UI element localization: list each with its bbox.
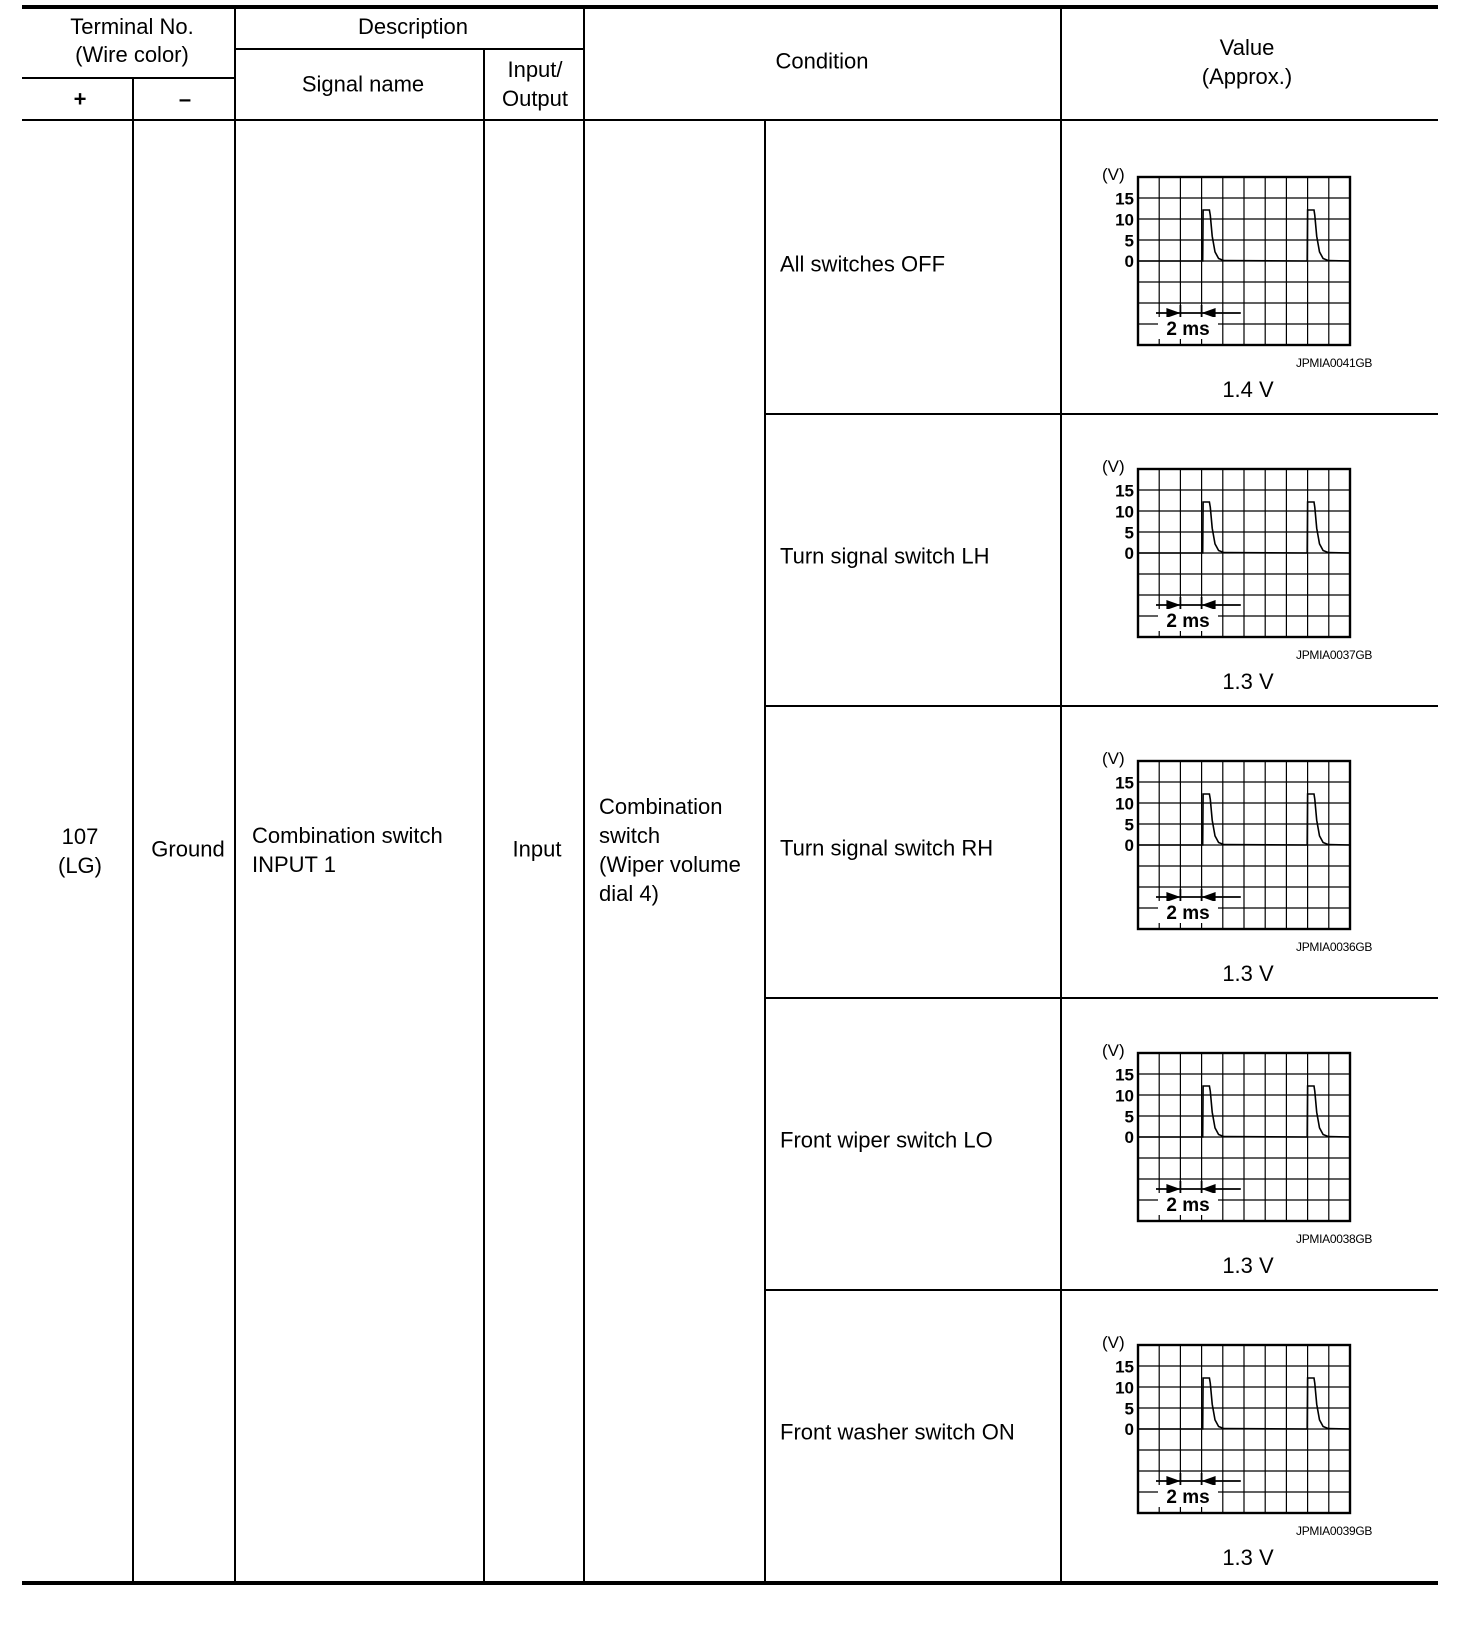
column-divider-condition (764, 119, 766, 1583)
y-tick-label: 0 (1124, 252, 1134, 271)
signal-name-line1: Combination switch (252, 823, 443, 848)
row-divider-2 (764, 705, 1438, 707)
column-divider-plus-minus (132, 77, 134, 1583)
time-division-label: 2 ms (1166, 903, 1210, 924)
sub-condition-label: Front wiper switch LO (780, 1127, 993, 1153)
signal-name-line2: INPUT 1 (252, 852, 336, 877)
sub-condition-label: Turn signal switch RH (780, 835, 994, 861)
sub-condition-label: Front washer switch ON (780, 1419, 1015, 1445)
y-tick-label: 10 (1115, 1378, 1134, 1398)
approx-value: 1.3 V (1222, 1545, 1274, 1570)
figure-code: JPMIA0039GB (1296, 1524, 1373, 1538)
condition-main-line4: dial 4) (599, 881, 659, 906)
y-tick-label: 10 (1115, 210, 1134, 230)
header-minus: – (178, 86, 192, 112)
header-io-line2: Output (501, 86, 569, 111)
y-axis-unit: (V) (1102, 165, 1125, 184)
header-wire-color: (Wire color) (75, 42, 189, 67)
column-divider-terminal (234, 5, 236, 1583)
y-tick-label: 5 (1124, 815, 1134, 835)
y-tick-label: 15 (1115, 773, 1134, 793)
figure-code: JPMIA0037GB (1296, 648, 1373, 662)
row-divider-1 (764, 413, 1438, 415)
header-io-line1: Input/ (507, 57, 563, 82)
approx-value: 1.4 V (1222, 377, 1274, 402)
y-tick-label: 10 (1115, 794, 1134, 814)
y-tick-label: 15 (1115, 189, 1134, 209)
sub-condition-label: All switches OFF (780, 251, 946, 277)
header-value-line2: (Approx.) (1201, 64, 1293, 89)
header-condition: Condition (775, 48, 869, 74)
y-tick-label: 5 (1124, 523, 1134, 543)
condition-main-line2: switch (599, 823, 661, 848)
sub-condition-label: Turn signal switch LH (780, 543, 990, 569)
header-plus: + (73, 86, 87, 112)
figure-code: JPMIA0036GB (1296, 940, 1373, 954)
waveform-plot (1102, 457, 1362, 647)
waveform-plot (1102, 165, 1362, 355)
header-value-line1: Value (1219, 35, 1275, 60)
y-tick-label: 5 (1124, 231, 1134, 251)
y-tick-label: 0 (1124, 1128, 1134, 1147)
y-axis-unit: (V) (1102, 457, 1125, 476)
y-tick-label: 5 (1124, 1107, 1134, 1127)
approx-value: 1.3 V (1222, 961, 1274, 986)
condition-main-line1: Combination (599, 794, 723, 819)
y-axis-unit: (V) (1102, 1333, 1125, 1352)
y-tick-label: 5 (1124, 1399, 1134, 1419)
column-divider-value (1060, 5, 1062, 1583)
y-tick-label: 0 (1124, 836, 1134, 855)
time-division-label: 2 ms (1166, 1487, 1210, 1508)
condition-main-line3: (Wiper volume (599, 852, 741, 877)
y-tick-label: 10 (1115, 502, 1134, 522)
y-tick-label: 15 (1115, 1065, 1134, 1085)
io-value: Input (512, 836, 562, 862)
time-division-label: 2 ms (1166, 1195, 1210, 1216)
header-description: Description (357, 14, 469, 39)
y-tick-label: 0 (1124, 1420, 1134, 1439)
waveform-plot (1102, 749, 1362, 939)
row-divider-3 (764, 997, 1438, 999)
figure-code: JPMIA0041GB (1296, 356, 1373, 370)
terminal-minus: Ground (151, 836, 225, 862)
y-tick-label: 15 (1115, 1357, 1134, 1377)
description-header-divider (234, 48, 584, 50)
waveform-plot (1102, 1041, 1362, 1231)
row-divider-4 (764, 1289, 1438, 1291)
y-axis-unit: (V) (1102, 1041, 1125, 1060)
y-axis-unit: (V) (1102, 749, 1125, 768)
y-tick-label: 0 (1124, 544, 1134, 563)
time-division-label: 2 ms (1166, 319, 1210, 340)
terminal-plus-wire-color: (LG) (58, 853, 102, 878)
terminal-plus-number: 107 (61, 824, 99, 849)
time-division-label: 2 ms (1166, 611, 1210, 632)
column-divider-io (583, 5, 585, 1583)
terminal-header-divider (22, 77, 234, 79)
figure-code: JPMIA0038GB (1296, 1232, 1373, 1246)
column-divider-signal (483, 48, 485, 1583)
approx-value: 1.3 V (1222, 669, 1274, 694)
waveform-plot (1102, 1333, 1362, 1523)
y-tick-label: 10 (1115, 1086, 1134, 1106)
header-terminal-no: Terminal No. (70, 14, 194, 39)
approx-value: 1.3 V (1222, 1253, 1274, 1278)
y-tick-label: 15 (1115, 481, 1134, 501)
header-signal-name: Signal name (301, 71, 425, 97)
